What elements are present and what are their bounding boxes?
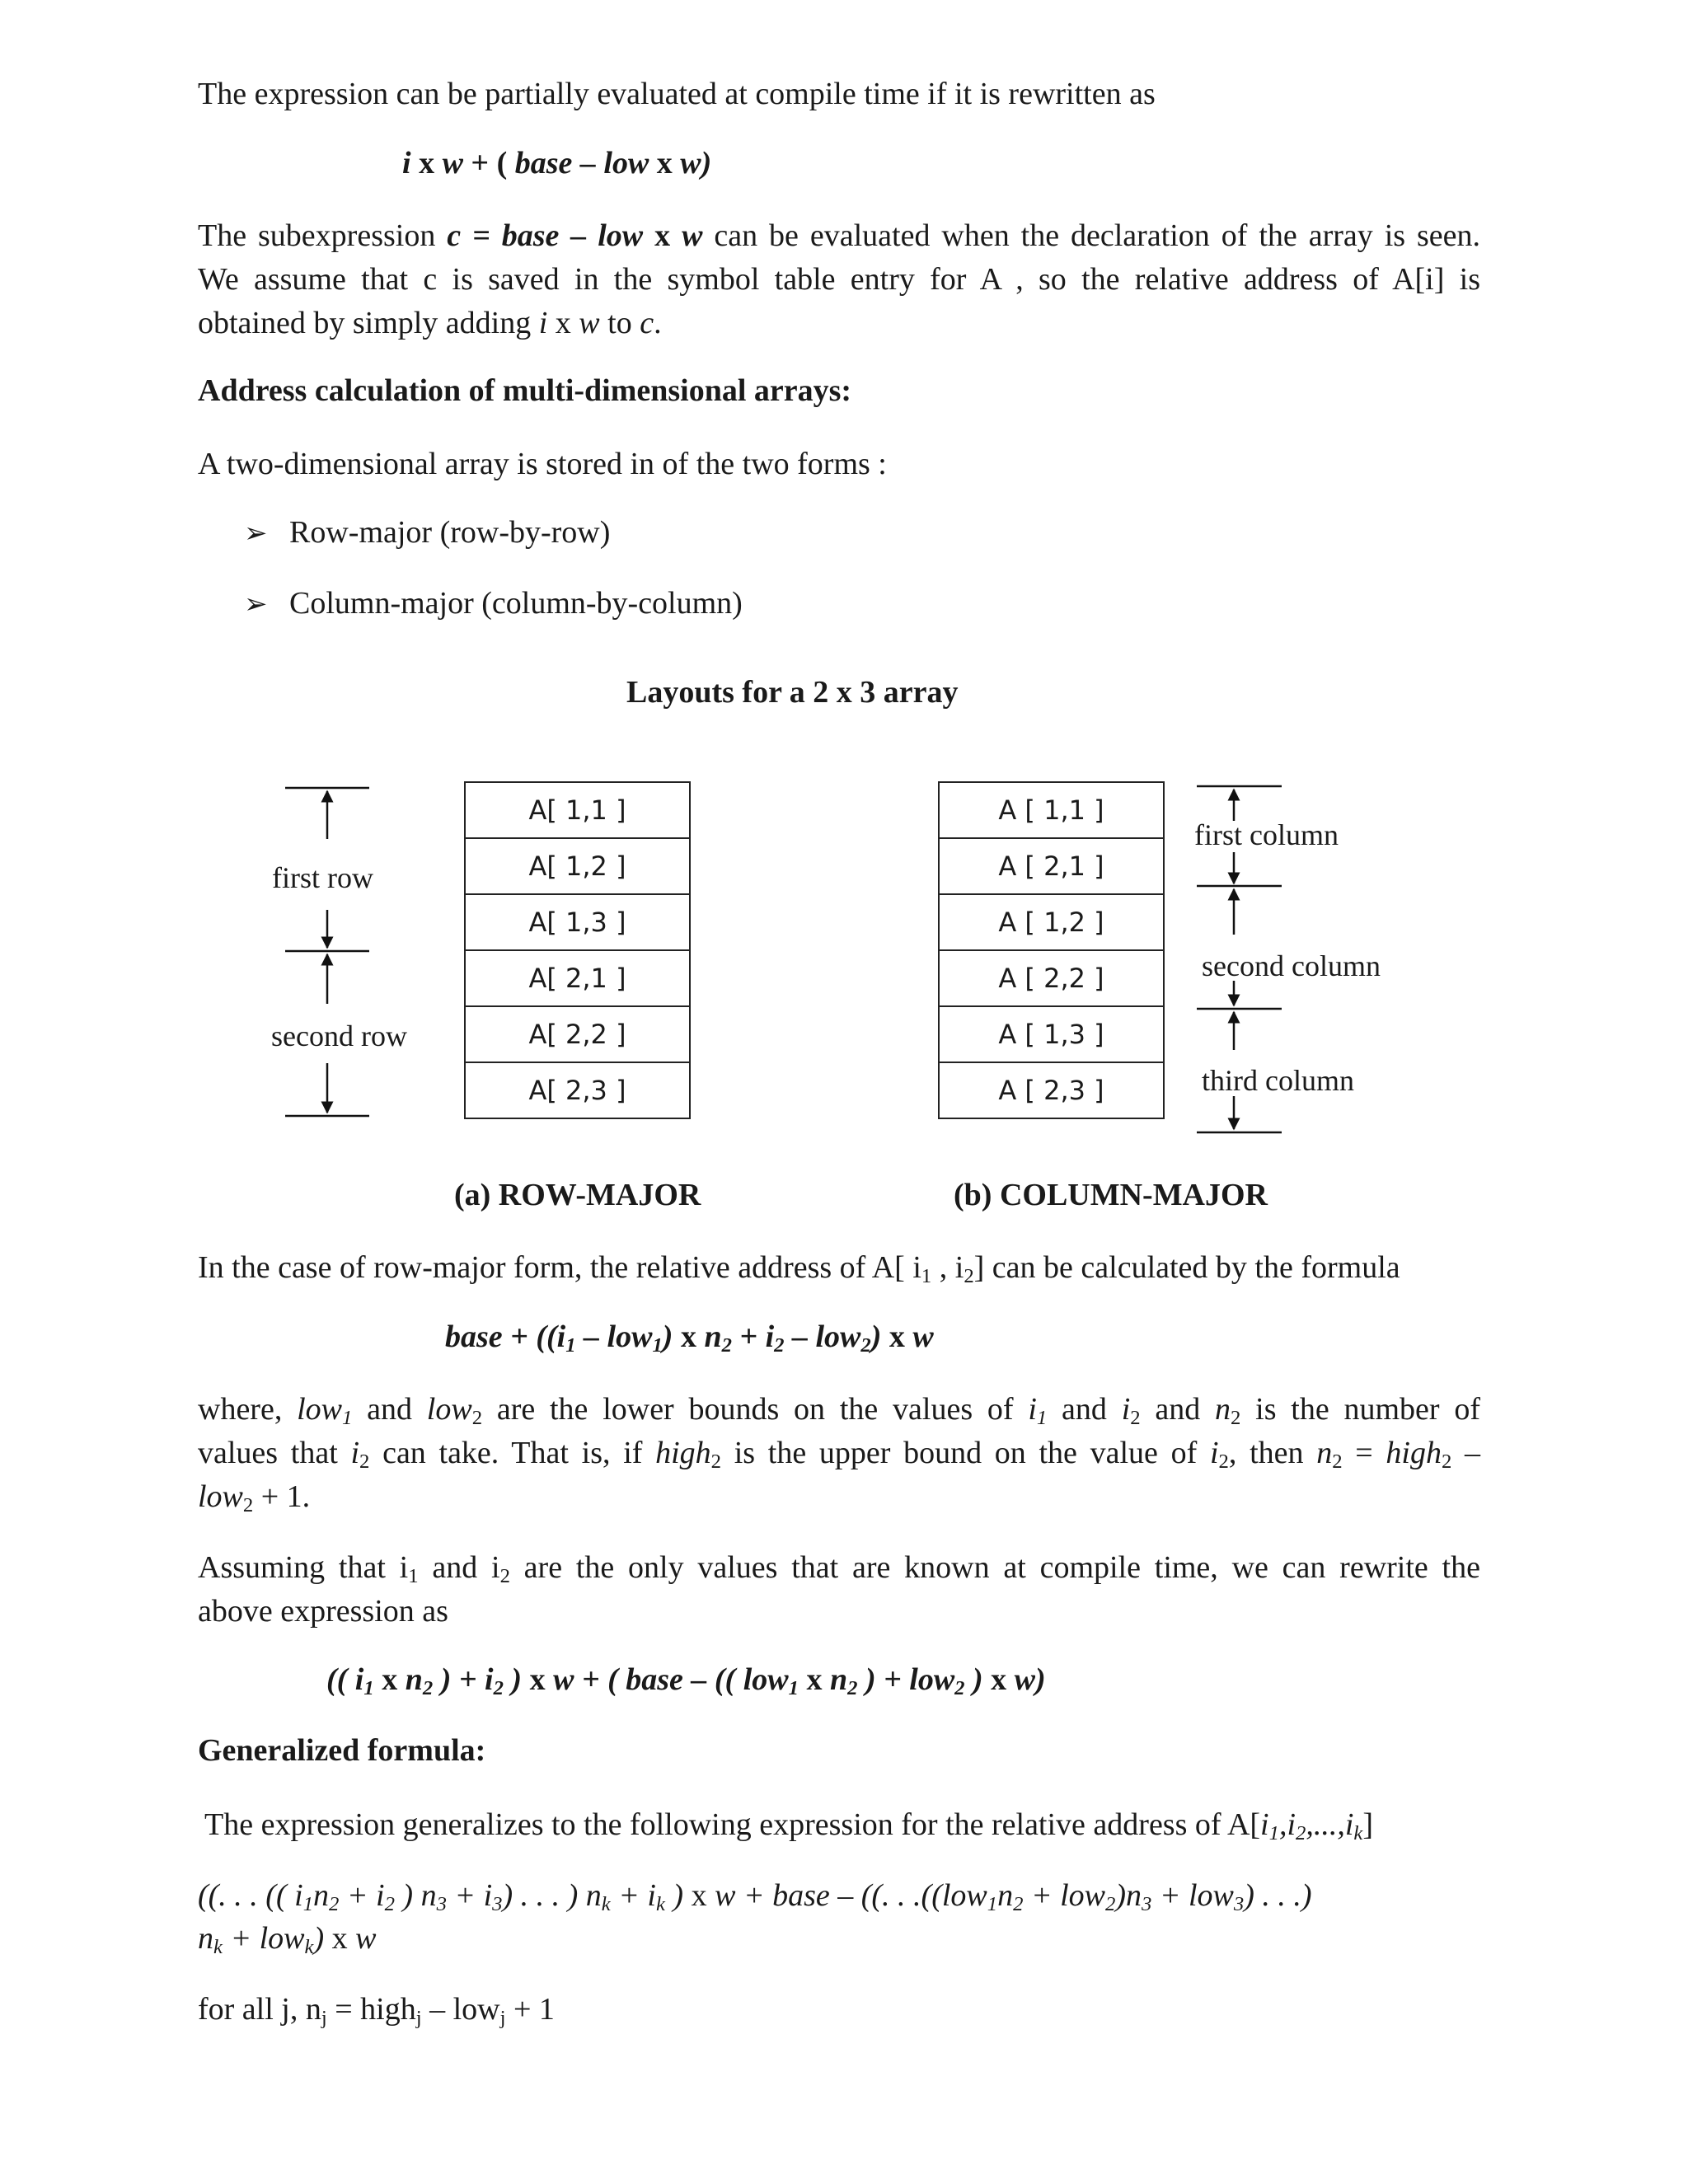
eq-part: x [373, 1662, 406, 1697]
eq1-part: x [649, 146, 681, 180]
eq1-part: low [603, 146, 649, 180]
text-run: x [547, 306, 579, 340]
text-run: low [198, 1479, 243, 1514]
text-run: n [1215, 1392, 1231, 1427]
text-run: i [538, 306, 548, 340]
label-third-column: third column [1202, 1064, 1354, 1097]
subscript: j [499, 2007, 506, 2030]
eq-part: ) [964, 1662, 983, 1697]
eq-part: + i [731, 1319, 775, 1354]
subscript: 2 [493, 1677, 504, 1700]
subscript: 2 [471, 1407, 483, 1430]
subscript: 1 [363, 1677, 374, 1700]
figure-title: Layouts for a 2 x 3 array [626, 675, 959, 710]
subscript: k [304, 1936, 314, 1959]
subscript: 1 [565, 1334, 576, 1357]
eq1-part: x [410, 146, 443, 180]
eq-part: ) + low [857, 1662, 955, 1697]
column-major-cell: A [ 1,2 ] [938, 893, 1165, 951]
text-run: + 1. [253, 1479, 311, 1514]
row-major-cell: A[ 1,3 ] [464, 893, 691, 951]
eq-part: n [313, 1878, 330, 1913]
text-run: = high [326, 1992, 416, 2027]
heading-generalized: Generalized formula: [198, 1733, 486, 1768]
text-run: , [1278, 1807, 1287, 1842]
row-major-cell: A[ 1,1 ] [464, 781, 691, 839]
eq1-part: – [572, 146, 604, 180]
subscript: 1 [302, 1893, 314, 1916]
subscript: 2 [422, 1677, 434, 1700]
subscript: 1 [987, 1893, 998, 1916]
eq-part: + low [1023, 1878, 1105, 1913]
text-run: i [1260, 1807, 1269, 1842]
row-major-cell: A[ 1,2 ] [464, 837, 691, 895]
eq-part: base + ((i [445, 1319, 566, 1354]
subscript: 2 [384, 1893, 395, 1916]
eq-part: )n [1115, 1878, 1142, 1913]
label-first-row: first row [272, 861, 373, 894]
text-run: Assuming that i [198, 1550, 409, 1585]
subscript: 1 [921, 1265, 932, 1288]
text-run: high [1386, 1436, 1442, 1470]
column-major-cell: A [ 1,1 ] [938, 781, 1165, 839]
eq1-part: w [442, 146, 463, 180]
text-run: to [599, 306, 640, 340]
text-run: i [1344, 1807, 1354, 1842]
subscript: 3 [492, 1893, 503, 1916]
eq-part: w [553, 1662, 574, 1697]
equation-3 [326, 1661, 1046, 1698]
para4-line3 [198, 1475, 310, 1518]
text-run: for all j, n [198, 1992, 321, 2027]
eq-part: + i [446, 1878, 493, 1913]
text-run: can take. That is, if [369, 1436, 656, 1470]
subscript: 1 [1036, 1407, 1048, 1430]
text-run: – low [421, 1992, 500, 2027]
text-run: obtained by simply adding [198, 306, 539, 340]
eq-part: ) [662, 1319, 673, 1354]
column-major-cell: A [ 2,2 ] [938, 949, 1165, 1007]
label-second-row: second row [271, 1019, 407, 1052]
text-run: – [1451, 1436, 1481, 1470]
subscript: 2 [710, 1451, 722, 1474]
equation-2 [445, 1319, 934, 1355]
label-first-column: first column [1194, 818, 1339, 851]
subscript: j [321, 2007, 327, 2030]
text-run: where, [198, 1392, 298, 1427]
caption-row-major: (a) ROW-MAJOR [454, 1178, 701, 1212]
row-major-cell: A[ 2,3 ] [464, 1062, 691, 1119]
text-run: ,..., [1306, 1807, 1345, 1842]
subscript: k [1353, 1822, 1363, 1845]
text-run: i [350, 1436, 360, 1470]
eq1-part: w) [680, 146, 712, 180]
eq-part: ) . . . ) n [502, 1878, 602, 1913]
text-run: and [1140, 1392, 1216, 1427]
eq-part: – low [784, 1319, 861, 1354]
text-run: ] [1362, 1807, 1374, 1842]
text-run: The expression generalizes to the following expression for the relative address of A[ [204, 1807, 1261, 1842]
subscript: 2 [1130, 1407, 1141, 1430]
equation-4-line2 [198, 1917, 377, 1960]
subscript: 2 [774, 1334, 785, 1357]
eq-part: + base – ((. . .((low [735, 1878, 987, 1913]
subscript: 2 [847, 1677, 858, 1700]
eq-part: n [704, 1319, 722, 1354]
text-run: = [1342, 1436, 1386, 1470]
subscript: k [213, 1936, 223, 1959]
text-run: and i [418, 1550, 500, 1585]
eq-part: n [405, 1662, 423, 1697]
row-major-cell: A[ 2,2 ] [464, 1005, 691, 1063]
text-run: i [1287, 1807, 1296, 1842]
row-major-cell: A[ 2,1 ] [464, 949, 691, 1007]
label-second-column: second column [1202, 949, 1381, 982]
text-run: n [1316, 1436, 1333, 1470]
equation-4-line1 [198, 1874, 1312, 1917]
eq-part: + low [222, 1921, 305, 1956]
eq-part: ((. . . (( i [198, 1878, 303, 1913]
eq-part: x [324, 1921, 356, 1956]
subscript: 2 [954, 1677, 965, 1700]
text-run: can be evaluated when the declaration of the array is seen. [702, 218, 1481, 253]
eq-part: n [829, 1662, 848, 1697]
column-major-cell: A [ 2,3 ] [938, 1062, 1165, 1119]
eq-part: + ( base – (( low [574, 1662, 789, 1697]
text-run: We assume that c is saved in the symbol table entry for A , so the relative address of A[i] is [198, 262, 1480, 297]
eq-part: w [355, 1921, 377, 1956]
eq-part: ) [870, 1319, 882, 1354]
column-major-cell: A [ 1,3 ] [938, 1005, 1165, 1063]
eq-part: ) . . .) [1244, 1878, 1312, 1913]
intro-line: The expression can be partially evaluated at compile time if it is rewritten as [198, 77, 1156, 111]
text-run: . [654, 306, 662, 340]
eq-part: w) [1014, 1662, 1046, 1697]
text-run: low [426, 1392, 472, 1427]
eq-part: + i [610, 1878, 656, 1913]
eq-part: ) + i [433, 1662, 494, 1697]
subscript: 2 [329, 1893, 340, 1916]
text-run: w [682, 218, 703, 253]
subscript: 2 [1105, 1893, 1116, 1916]
eq-part: x [881, 1319, 913, 1354]
text-run: and [352, 1392, 427, 1427]
eq-part: x [673, 1319, 705, 1354]
text-run: , then [1228, 1436, 1317, 1470]
subscript: 1 [788, 1677, 799, 1700]
eq-part: w [912, 1319, 934, 1354]
text-run: i [1209, 1436, 1219, 1470]
subscript: 2 [1441, 1451, 1452, 1474]
eq-part: + low [1151, 1878, 1234, 1913]
text-run: + 1 [505, 1992, 555, 2027]
para6 [204, 1803, 1373, 1846]
subscript: 3 [1233, 1893, 1245, 1916]
subscript: 3 [1142, 1893, 1152, 1916]
subscript: k [601, 1893, 611, 1916]
para2: A two-dimensional array is stored in of the two forms : [198, 447, 887, 481]
subscript: 1 [342, 1407, 353, 1430]
eq-part: x [982, 1662, 1015, 1697]
text-run: x [643, 218, 682, 253]
para4-line2 [198, 1432, 1480, 1474]
eq1-part: + ( [462, 146, 515, 180]
eq-part: x [683, 1878, 715, 1913]
para5-line2: above expression as [198, 1594, 448, 1629]
text-run: high [655, 1436, 711, 1470]
text-run: The subexpression [198, 218, 448, 253]
bullet-text: Row-major (row-by-row) [289, 515, 611, 550]
eq1-part: base [514, 146, 573, 180]
text-run: is the upper bound on the value of [721, 1436, 1210, 1470]
eq1-part: i [402, 146, 411, 180]
para7 [198, 1988, 555, 2031]
subscript: 2 [499, 1565, 510, 1588]
subscript: 2 [860, 1334, 871, 1357]
bullet-arrow-icon: ➢ [244, 589, 268, 620]
subscript: 2 [1218, 1451, 1229, 1474]
eq-part: n [997, 1878, 1014, 1913]
eq-part: ) [503, 1662, 523, 1697]
text-run: ] can be calculated by the formula [973, 1250, 1400, 1285]
subscript: 1 [1268, 1822, 1279, 1845]
subscript: 2 [359, 1451, 370, 1474]
text-run: are the only values that are known at compile time, we can rewrite the [509, 1550, 1480, 1585]
eq-part: ) [664, 1878, 684, 1913]
text-run: In the case of row-major form, the relative address of A[ i [198, 1250, 921, 1285]
bullet-arrow-icon: ➢ [244, 518, 268, 549]
bullet-text: Column-major (column-by-column) [289, 586, 743, 621]
eq-part: x [798, 1662, 830, 1697]
text-run: and [1047, 1392, 1122, 1427]
subscript: 1 [408, 1565, 419, 1588]
eq-part: + i [339, 1878, 385, 1913]
subscript: 2 [1013, 1893, 1024, 1916]
subscript: 2 [964, 1265, 974, 1288]
subscript: j [415, 2007, 422, 2030]
caption-column-major: (b) COLUMN-MAJOR [954, 1178, 1268, 1212]
text-run: c = base – low [447, 218, 644, 253]
subscript: 1 [652, 1334, 663, 1357]
eq-part: x [522, 1662, 554, 1697]
text-run: is the number of [1240, 1392, 1480, 1427]
subscript: k [655, 1893, 665, 1916]
para4-line1 [198, 1388, 1480, 1431]
para3 [198, 1246, 1400, 1289]
heading-multi-dim: Address calculation of multi-dimensional arrays: [198, 373, 852, 408]
eq-part: w [715, 1878, 736, 1913]
subscript: 2 [1231, 1407, 1241, 1430]
text-run: c [640, 306, 654, 340]
text-run: i [1028, 1392, 1037, 1427]
eq-part: ) n [394, 1878, 437, 1913]
eq-part: ) [313, 1921, 325, 1956]
text-run: , i [931, 1250, 964, 1285]
subscript: 2 [1296, 1822, 1306, 1845]
eq-part: n [198, 1921, 213, 1956]
eq-part: (( i [326, 1662, 364, 1697]
subscript: 2 [721, 1334, 732, 1357]
subscript: 2 [242, 1494, 254, 1517]
column-major-cell: A [ 2,1 ] [938, 837, 1165, 895]
text-run: i [1121, 1392, 1131, 1427]
subscript: 2 [1332, 1451, 1343, 1474]
para5-line1 [198, 1546, 1480, 1589]
subscript: 3 [436, 1893, 447, 1916]
eq-part: – low [575, 1319, 653, 1354]
text-run: values that [198, 1436, 351, 1470]
text-run: are the lower bounds on the values of [482, 1392, 1029, 1427]
text-run: low [297, 1392, 343, 1427]
text-run: w [579, 306, 600, 340]
